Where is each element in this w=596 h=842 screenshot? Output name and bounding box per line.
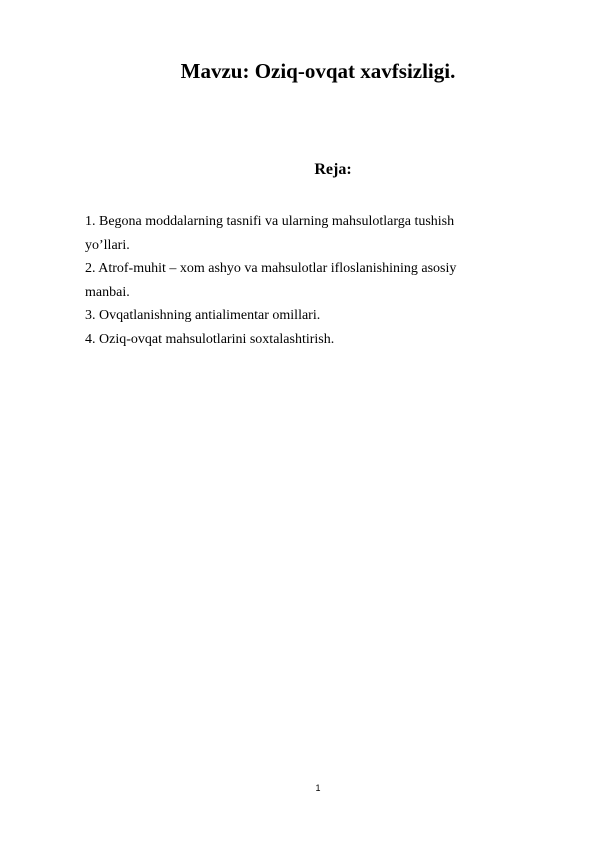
plan-item-2 xyxy=(85,257,525,304)
page-title xyxy=(0,58,596,84)
plan-item-3 xyxy=(85,304,525,328)
plan-item-1 xyxy=(85,210,525,257)
plan-item-1-line-2: yo’llari. xyxy=(85,237,130,253)
page-number-text: 1 xyxy=(315,783,321,793)
plan-heading xyxy=(0,160,596,180)
page-number xyxy=(0,782,596,794)
page-title-text: Mavzu: Oziq-ovqat xavfsizligi. xyxy=(180,59,456,83)
plan-item-4-line-1: 4. Oziq-ovqat mahsulotlarini soxtalashtirish. xyxy=(85,331,335,347)
plan-item-2-line-1: 2. Atrof-muhit – xom ashyo va mahsulotlar ifloslanishining asosiy xyxy=(85,261,457,276)
plan-heading-text: Reja: xyxy=(314,161,352,178)
plan-list xyxy=(85,210,525,351)
plan-item-1-line-1: 1. Begona moddalarning tasnifi va ularning mahsulotlarga tushish xyxy=(85,214,455,229)
plan-item-3-line-1: 3. Ovqatlanishning antialimentar omillari. xyxy=(85,308,321,323)
plan-item-4 xyxy=(85,328,525,352)
plan-item-2-line-2: manbai. xyxy=(85,284,130,300)
